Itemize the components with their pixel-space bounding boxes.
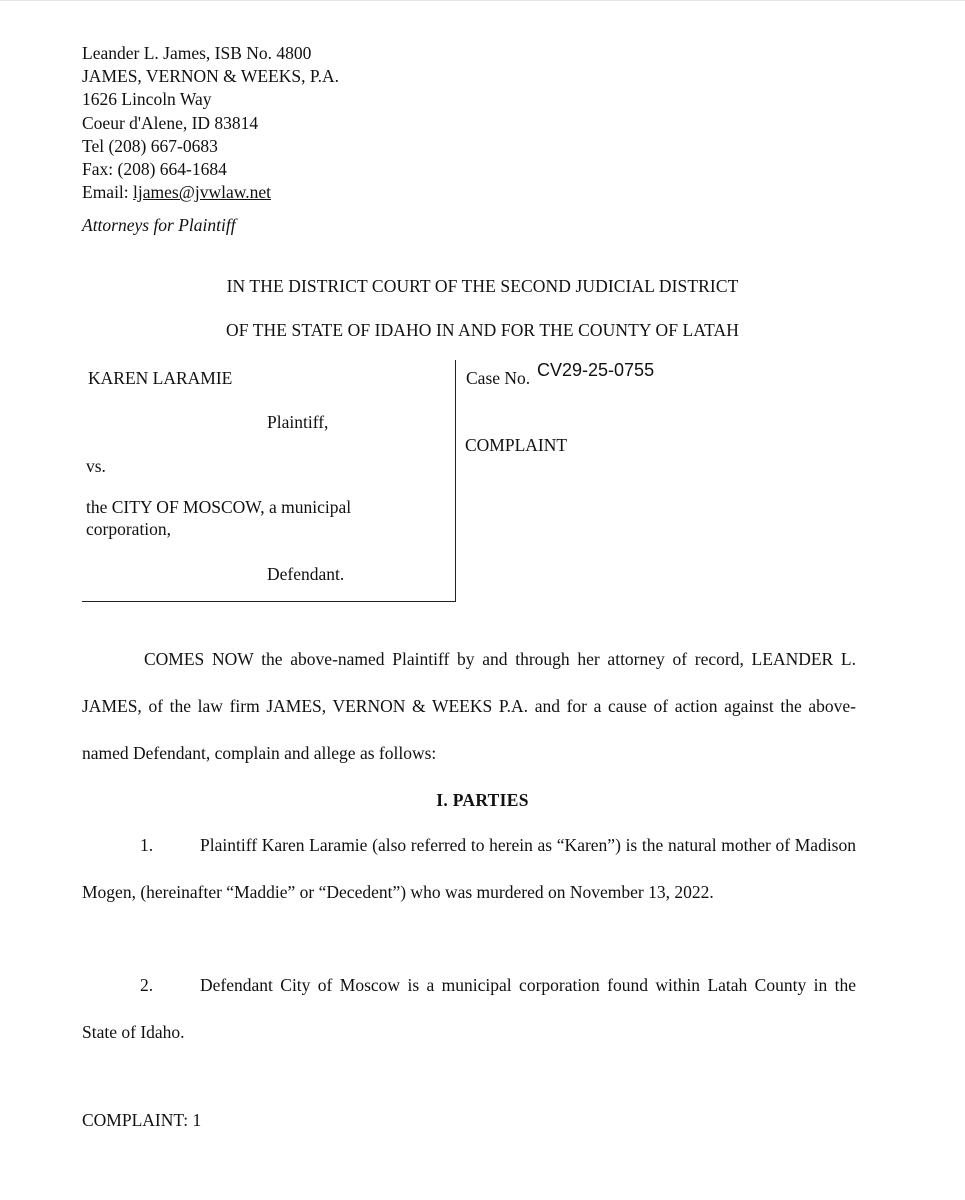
attorney-block: [82, 42, 339, 204]
paragraph-number: 1.: [140, 835, 154, 855]
versus: vs.: [86, 456, 106, 476]
city-state-zip: Coeur d'Alene, ID 83814: [82, 112, 259, 133]
law-firm: JAMES, VERNON & WEEKS, P.A.: [82, 66, 340, 87]
email-label: Email:: [82, 182, 134, 203]
caption-horizontal-rule: [82, 601, 456, 602]
case-caption: [82, 360, 802, 610]
street-address: 1626 Lincoln Way: [82, 89, 212, 110]
court-title-line-2: OF THE STATE OF IDAHO IN AND FOR THE COUNTY OF LATAH: [226, 320, 739, 340]
paragraph-text: Plaintiff Karen Laramie (also referred to herein as “Karen”) is the natural mother of Madison Mogen, (hereinafter “Maddie” or “Decedent”) who was murdered on November 13, 2022.: [82, 835, 856, 902]
caption-vertical-rule: [455, 360, 456, 602]
fax: Fax: (208) 664-1684: [82, 159, 227, 180]
section-heading-parties: I. PARTIES: [436, 790, 529, 810]
intro-paragraph: [82, 636, 856, 777]
court-title-line-1: IN THE DISTRICT COURT OF THE SECOND JUDICIAL DISTRICT: [226, 276, 739, 296]
paragraph-number: 2.: [140, 975, 154, 995]
email-link[interactable]: ljames@jvwlaw.net: [133, 182, 271, 203]
document-type: COMPLAINT: [465, 435, 568, 455]
top-border: [0, 0, 965, 1]
attorneys-for-plaintiff: Attorneys for Plaintiff: [82, 215, 236, 235]
case-number: CV29-25-0755: [537, 360, 655, 380]
plaintiff-name: KAREN LARAMIE: [88, 368, 233, 388]
defendant-role: Defendant.: [267, 564, 345, 584]
paragraph-text: Defendant City of Moscow is a municipal corporation found within Latah County in the State of Idaho.: [82, 975, 856, 1042]
paragraph-2: [82, 962, 856, 1056]
defendant-name: the CITY OF MOSCOW, a municipal corporation,: [86, 497, 352, 539]
page-footer: COMPLAINT: 1: [82, 1110, 202, 1130]
attorney-name: Leander L. James, ISB No. 4800: [82, 43, 312, 63]
case-number-label: Case No.: [466, 368, 531, 388]
paragraph-1: [82, 822, 856, 916]
email-line: [82, 181, 339, 204]
plaintiff-role: Plaintiff,: [267, 412, 329, 432]
telephone: Tel (208) 667-0683: [82, 135, 218, 156]
intro-text: COMES NOW the above-named Plaintiff by and through her attorney of record, LEANDER L. JAMES, of the law firm JAMES, VERNON & WEEKS P.A. and for a cause of action against the above-named Defendant, complain and allege as follows:: [82, 649, 856, 763]
